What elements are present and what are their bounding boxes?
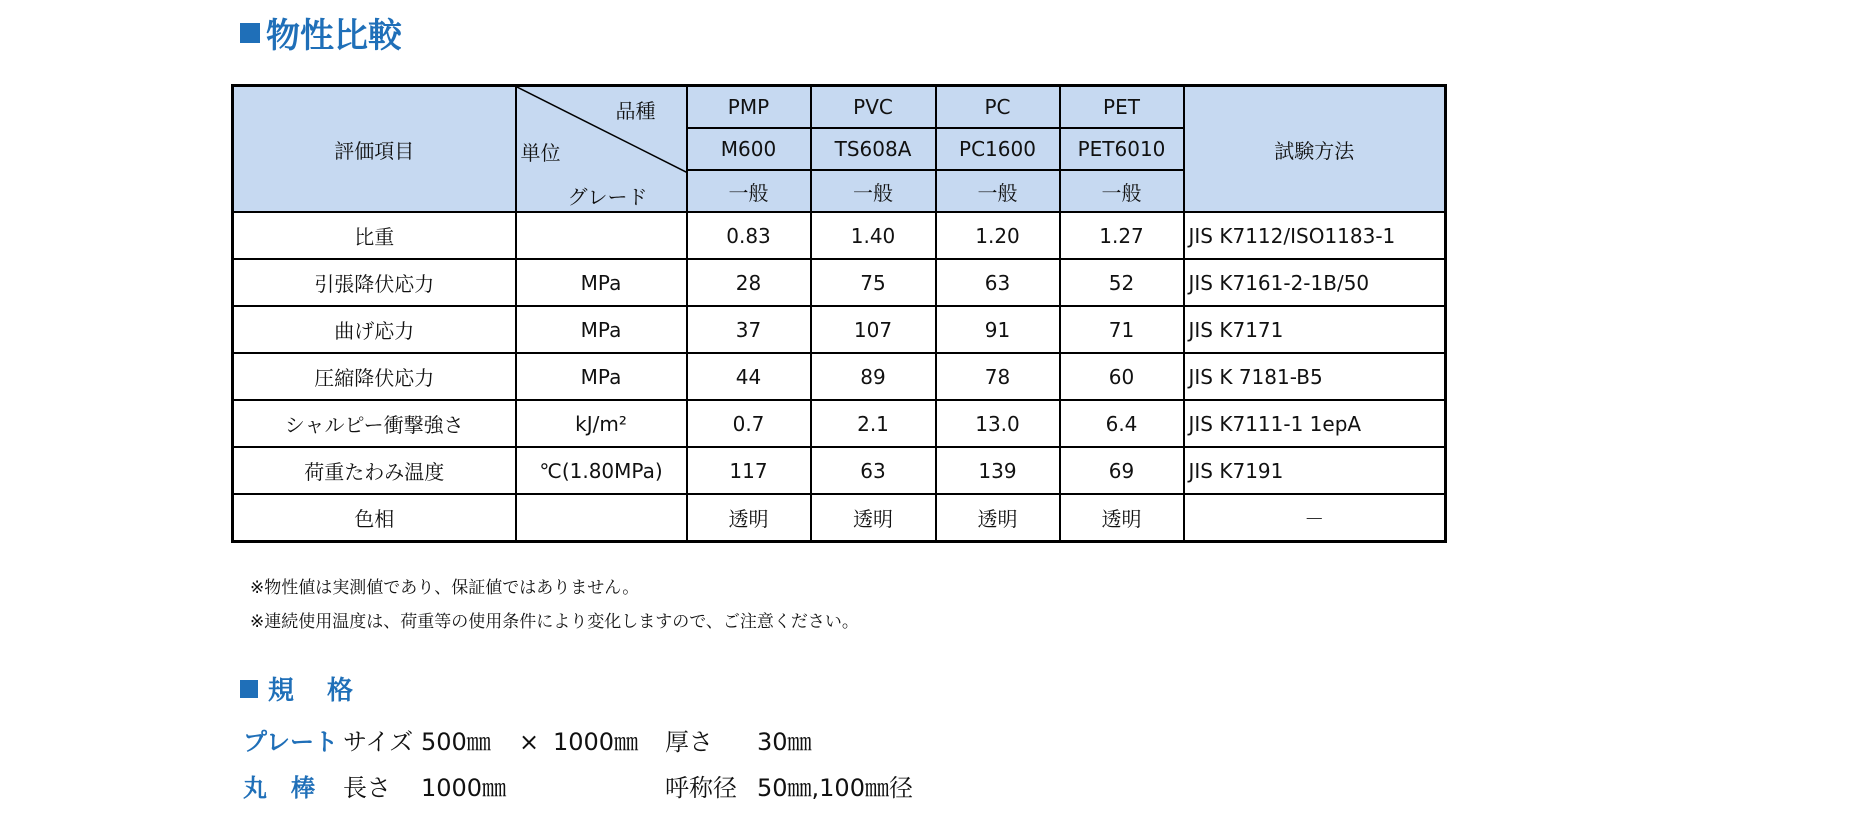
property-comparison-table bbox=[231, 84, 1447, 543]
header-eval-item: 評価項目 bbox=[233, 86, 516, 213]
header-material-name: PET bbox=[1060, 86, 1184, 129]
section-title-specs bbox=[240, 670, 365, 707]
row-value: 6.4 bbox=[1060, 400, 1184, 447]
row-unit: ℃(1.80MPa) bbox=[516, 447, 687, 494]
spec-dia-label: 呼称径 bbox=[665, 774, 737, 802]
header-material-grade: PET6010 bbox=[1060, 128, 1184, 170]
spec-plate-label: プレート bbox=[243, 728, 339, 756]
row-value: 89 bbox=[811, 353, 936, 400]
row-value: 52 bbox=[1060, 259, 1184, 306]
row-method: － bbox=[1184, 494, 1446, 542]
section-title-text: 規 格 bbox=[268, 676, 366, 706]
row-unit: MPa bbox=[516, 259, 687, 306]
spec-thick-label: 厚さ bbox=[665, 728, 713, 756]
row-item: 色相 bbox=[233, 494, 516, 542]
row-value: 69 bbox=[1060, 447, 1184, 494]
row-method: JIS K 7181-B5 bbox=[1184, 353, 1446, 400]
row-item: シャルピー衝撃強さ bbox=[233, 400, 516, 447]
spec-rod bbox=[243, 768, 913, 803]
spec-times: × bbox=[519, 728, 540, 756]
note-temperature: ※連続使用温度は、荷重等の使用条件により変化しますので、ご注意ください。 bbox=[250, 612, 859, 632]
row-value: 透明 bbox=[936, 494, 1060, 542]
spec-size-label: サイズ bbox=[343, 728, 414, 756]
row-unit: kJ/m² bbox=[516, 400, 687, 447]
header-material-name: PC bbox=[936, 86, 1060, 129]
row-item: 比重 bbox=[233, 212, 516, 259]
spec-dia: 50㎜,100㎜径 bbox=[757, 774, 913, 802]
table-row bbox=[233, 306, 1446, 353]
header-material-type: 一般 bbox=[687, 170, 811, 212]
table-row bbox=[233, 447, 1446, 494]
header-row-kind bbox=[233, 86, 1446, 129]
row-value: 0.83 bbox=[687, 212, 811, 259]
row-item: 荷重たわみ温度 bbox=[233, 447, 516, 494]
row-method: JIS K7161-2-1B/50 bbox=[1184, 259, 1446, 306]
row-value: 1.40 bbox=[811, 212, 936, 259]
header-diagonal-cell bbox=[516, 86, 687, 213]
row-value: 107 bbox=[811, 306, 936, 353]
row-item: 引張降伏応力 bbox=[233, 259, 516, 306]
row-unit: MPa bbox=[516, 353, 687, 400]
row-value: 1.20 bbox=[936, 212, 1060, 259]
row-value: 91 bbox=[936, 306, 1060, 353]
row-unit: MPa bbox=[516, 306, 687, 353]
header-material-grade: M600 bbox=[687, 128, 811, 170]
row-value: 117 bbox=[687, 447, 811, 494]
row-item: 曲げ応力 bbox=[233, 306, 516, 353]
note-measured-values: ※物性値は実測値であり、保証値ではありません。 bbox=[250, 578, 640, 598]
row-value: 63 bbox=[936, 259, 1060, 306]
table-row bbox=[233, 212, 1446, 259]
row-unit bbox=[516, 494, 687, 542]
square-bullet-icon bbox=[240, 23, 260, 43]
header-grade-label: グレード bbox=[567, 185, 648, 209]
header-kind-label: 品種 bbox=[615, 99, 656, 123]
spec-len-label: 長さ bbox=[343, 774, 391, 802]
row-value: 63 bbox=[811, 447, 936, 494]
table-row bbox=[233, 259, 1446, 306]
section-title-text: 物性比較 bbox=[266, 16, 402, 56]
row-value: 60 bbox=[1060, 353, 1184, 400]
header-unit-label: 単位 bbox=[520, 141, 561, 165]
row-value: 透明 bbox=[687, 494, 811, 542]
table-row bbox=[233, 400, 1446, 447]
header-material-type: 一般 bbox=[936, 170, 1060, 212]
header-test-method: 試験方法 bbox=[1184, 86, 1446, 213]
row-value: 44 bbox=[687, 353, 811, 400]
row-value: 13.0 bbox=[936, 400, 1060, 447]
header-material-name: PVC bbox=[811, 86, 936, 129]
header-material-type: 一般 bbox=[811, 170, 936, 212]
row-method: JIS K7171 bbox=[1184, 306, 1446, 353]
spec-width: 500㎜ bbox=[421, 728, 491, 756]
spec-plate bbox=[243, 722, 812, 757]
spec-len: 1000㎜ bbox=[421, 774, 507, 802]
row-method: JIS K7112/ISO1183-1 bbox=[1184, 212, 1446, 259]
section-title-properties bbox=[240, 8, 402, 57]
row-value: 1.27 bbox=[1060, 212, 1184, 259]
row-item: 圧縮降伏応力 bbox=[233, 353, 516, 400]
row-method: JIS K7111-1 1epA bbox=[1184, 400, 1446, 447]
row-value: 37 bbox=[687, 306, 811, 353]
header-material-grade: TS608A bbox=[811, 128, 936, 170]
row-value: 78 bbox=[936, 353, 1060, 400]
spec-thickness: 30㎜ bbox=[757, 728, 812, 756]
header-material-grade: PC1600 bbox=[936, 128, 1060, 170]
square-bullet-icon bbox=[240, 680, 258, 698]
spec-rod-label: 丸 棒 bbox=[243, 774, 315, 802]
row-method: JIS K7191 bbox=[1184, 447, 1446, 494]
row-value: 0.7 bbox=[687, 400, 811, 447]
row-unit bbox=[516, 212, 687, 259]
header-material-type: 一般 bbox=[1060, 170, 1184, 212]
table-row bbox=[233, 353, 1446, 400]
row-value: 139 bbox=[936, 447, 1060, 494]
spec-length: 1000㎜ bbox=[553, 728, 639, 756]
row-value: 28 bbox=[687, 259, 811, 306]
row-value: 2.1 bbox=[811, 400, 936, 447]
row-value: 透明 bbox=[811, 494, 936, 542]
header-material-name: PMP bbox=[687, 86, 811, 129]
table-row bbox=[233, 494, 1446, 542]
row-value: 71 bbox=[1060, 306, 1184, 353]
row-value: 透明 bbox=[1060, 494, 1184, 542]
row-value: 75 bbox=[811, 259, 936, 306]
